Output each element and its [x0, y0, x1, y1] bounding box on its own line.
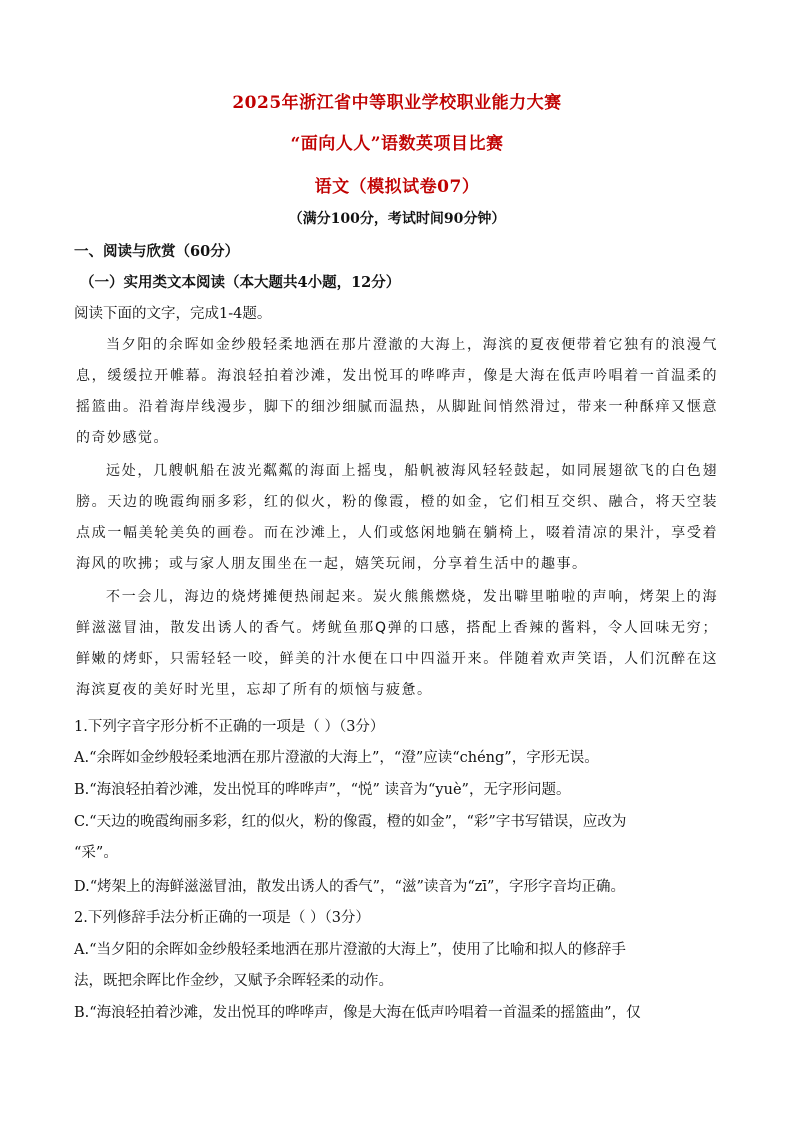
paragraph-text: 不一会儿，海边的烧烤摊便热闹起来。炭火熊熊燃烧，发出噼里啪啦的声响，烤架上的海鲜滋滋冒油，散发出诱人的香气。烤鱿鱼那Q弹的口感，搭配上香辣的酱料，令人回味无穷；鲜嫩的烤虾，只需轻轻一咬，鲜美的汁水便在口中四溢开来。伴随着欢声笑语，人们沉醉在这海滨夏夜的美好时光里，忘却了所有的烦恼与疲惫。 — [76, 589, 718, 698]
passage-paragraph-3 — [76, 582, 718, 706]
question-1-option-c — [74, 807, 724, 869]
exam-title-line1: 2025年浙江省中等职业学校职业能力大赛 — [232, 93, 562, 113]
exam-title-line3: 语文（模拟试卷07） — [314, 177, 480, 197]
reading-instruction: 阅读下面的文字，完成1-4题。 — [74, 306, 272, 322]
option-text: A.“余晖如金纱般轻柔地洒在那片澄澈的大海上”，“澄”应读“chéng”，字形无误。 — [74, 750, 599, 766]
passage-paragraph-2 — [76, 456, 718, 580]
option-text-line1: A.“当夕阳的余晖如金纱般轻柔地洒在那片澄澈的大海上”，使用了比喻和拟人的修辞手 — [74, 942, 626, 958]
question-text: 2.下列修辞手法分析正确的一项是（ ）（3分） — [74, 910, 370, 926]
question-text: 1.下列字音字形分析不正确的一项是（ ）（3分） — [74, 719, 385, 735]
question-1-option-b — [74, 775, 724, 806]
option-text-line2: “采”。 — [74, 845, 118, 861]
option-text-line2: 法，既把余晖比作金纱，又赋予余晖轻柔的动作。 — [74, 973, 393, 989]
question-1-stem — [74, 712, 724, 743]
question-2-option-a — [74, 935, 724, 997]
question-2-option-b — [74, 998, 724, 1029]
option-text: B.“海浪轻拍着沙滩，发出悦耳的哗哗声”，“悦” 读音为“yuè”，无字形问题。 — [74, 782, 571, 798]
paragraph-text: 远处，几艘帆船在波光粼粼的海面上摇曳，船帆被海风轻轻鼓起，如同展翅欲飞的白色翅膀。天边的晚霞绚丽多彩，红的似火，粉的像霞，橙的如金，它们相互交织、融合，将天空装点成一幅美轮美奂的画卷。而在沙滩上，人们或悠闲地躺在躺椅上，啜着清凉的果汁，享受着海风的吹拂；或与家人朋友围坐在一起，嬉笑玩闹，分享着生活中的趣事。 — [76, 463, 718, 572]
paragraph-text: 当夕阳的余晖如金纱般轻柔地洒在那片澄澈的大海上，海滨的夏夜便带着它独有的浪漫气息，缓缓拉开帷幕。海浪轻拍着沙滩，发出悦耳的哗哗声，像是大海在低声吟唱着一首温柔的摇篮曲。沿着海岸线漫步，脚下的细沙细腻而温热，从脚趾间悄然滑过，带来一种酥痒又惬意的奇妙感觉。 — [76, 337, 718, 446]
question-1-option-a — [74, 743, 724, 774]
question-2-stem — [74, 903, 724, 934]
option-text-line1: C.“天边的晚霞绚丽多彩，红的似火，粉的像霞，橙的如金”，“彩”字书写错误，应改为 — [74, 814, 627, 830]
question-1-option-d — [74, 872, 724, 903]
option-text: D.“烤架上的海鲜滋滋冒油，散发出诱人的香气”，“滋”读音为“zī”，字形字音均正确。 — [74, 879, 625, 895]
option-text-line1: B.“海浪轻拍着沙滩，发出悦耳的哗哗声，像是大海在低声吟唱着一首温柔的摇篮曲”，仅 — [74, 1005, 641, 1021]
subsection-heading: （一）实用类文本阅读（本大题共4小题，12分） — [80, 274, 401, 291]
score-note: （满分100分，考试时间90分钟） — [288, 211, 506, 227]
passage-paragraph-1 — [76, 330, 718, 454]
exam-title-line2: “面向人人”语数英项目比赛 — [290, 134, 504, 154]
section-heading: 一、阅读与欣赏（60分） — [74, 243, 240, 260]
